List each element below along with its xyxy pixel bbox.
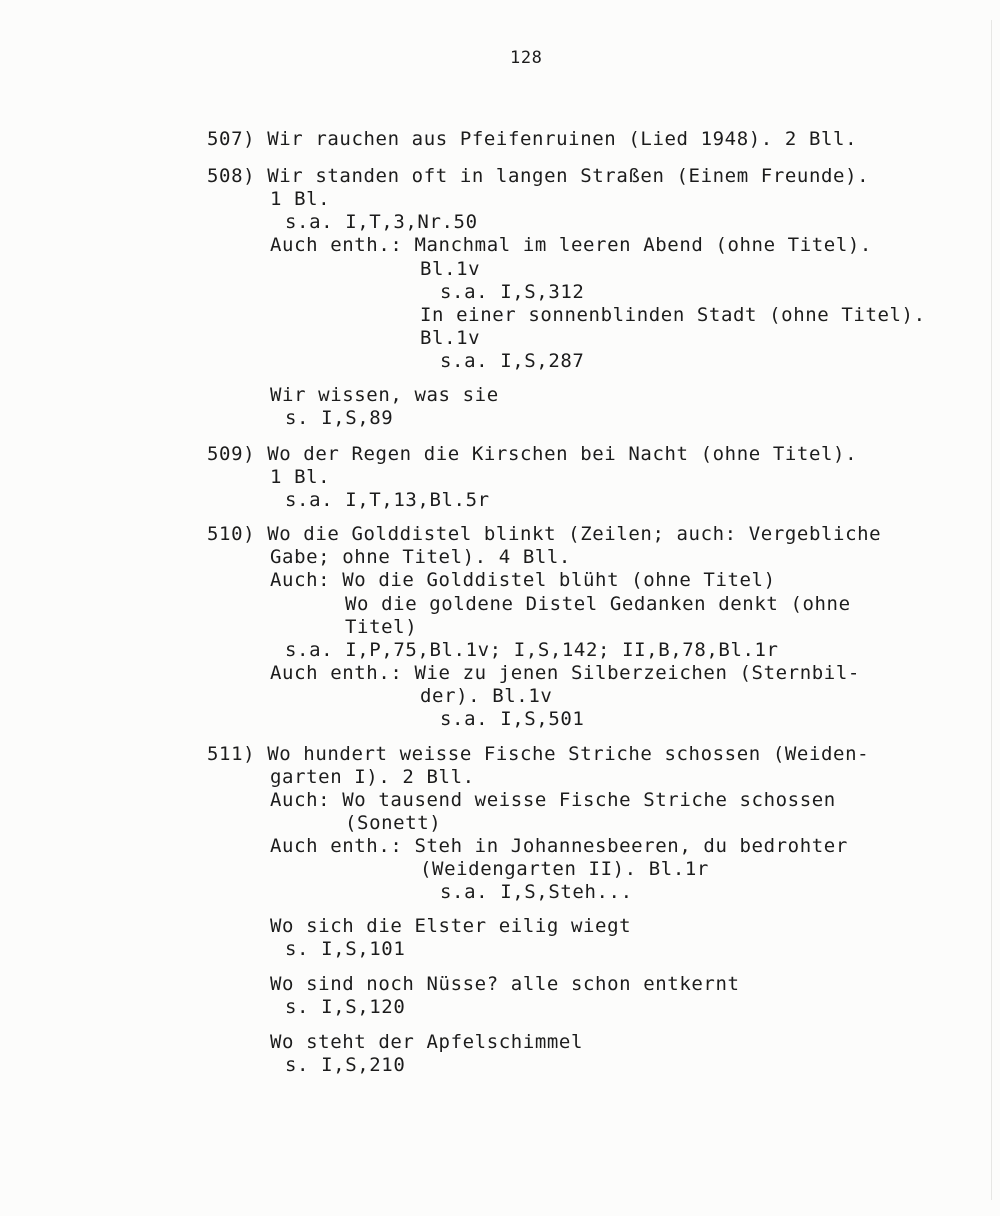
entry-511-line: s. I,S,210 xyxy=(285,1054,406,1076)
entry-508-line: Bl.1v xyxy=(420,258,481,280)
entry-511-line: Auch: Wo tausend weisse Fische Striche schossen xyxy=(270,789,836,811)
entry-511-line: (Sonett) xyxy=(345,812,442,834)
entry-511-line: Wo steht der Apfelschimmel xyxy=(270,1031,584,1053)
entry-510-line: s.a. I,P,75,Bl.1v; I,S,142; II,B,78,Bl.1r xyxy=(285,639,779,661)
entry-508-line: s.a. I,T,3,Nr.50 xyxy=(285,211,478,233)
entry-508-line: Bl.1v xyxy=(420,327,481,349)
entry-508-line: Wir wissen, was sie xyxy=(270,384,499,406)
entry-510-line: Auch: Wo die Golddistel blüht (ohne Titel) xyxy=(270,569,776,591)
entry-508-line: s.a. I,S,287 xyxy=(440,350,585,372)
entry-508-line: s. I,S,89 xyxy=(285,407,394,429)
entry-511-line: garten I). 2 Bll. xyxy=(270,766,475,788)
entry-507-line: 507) Wir rauchen aus Pfeifenruinen (Lied 1948). 2 Bll. xyxy=(207,128,858,150)
entry-511-line: s.a. I,S,Steh... xyxy=(440,881,633,903)
entry-511-line: s. I,S,101 xyxy=(285,938,406,960)
page-edge-line xyxy=(991,20,992,1200)
page-number: 128 xyxy=(510,48,543,68)
entry-508-line: Auch enth.: Manchmal im leeren Abend (ohne Titel). xyxy=(270,234,872,256)
entry-508-line: 508) Wir standen oft in langen Straßen (Einem Freunde). xyxy=(207,165,870,187)
entry-510-line: der). Bl.1v xyxy=(420,685,553,707)
entry-509-line: s.a. I,T,13,Bl.5r xyxy=(285,489,490,511)
entry-508-line: s.a. I,S,312 xyxy=(440,281,585,303)
entry-510-line: 510) Wo die Golddistel blinkt (Zeilen; auch: Vergebliche xyxy=(207,523,882,545)
entry-511-line: Auch enth.: Steh in Johannesbeeren, du bedrohter xyxy=(270,835,848,857)
entry-511-line: (Weidengarten II). Bl.1r xyxy=(420,858,709,880)
entry-510-line: Titel) xyxy=(345,616,418,638)
entry-510-line: Gabe; ohne Titel). 4 Bll. xyxy=(270,546,571,568)
entry-511-line: s. I,S,120 xyxy=(285,996,406,1018)
entry-511-line: Wo sich die Elster eilig wiegt xyxy=(270,915,632,937)
entry-511-line: 511) Wo hundert weisse Fische Striche schossen (Weiden- xyxy=(207,743,870,765)
entry-509-line: 509) Wo der Regen die Kirschen bei Nacht (ohne Titel). xyxy=(207,443,858,465)
entry-511-line: Wo sind noch Nüsse? alle schon entkernt xyxy=(270,973,740,995)
entry-509-line: 1 Bl. xyxy=(270,466,331,488)
entry-510-line: s.a. I,S,501 xyxy=(440,708,585,730)
entry-510-line: Wo die goldene Distel Gedanken denkt (ohne xyxy=(345,593,851,615)
entry-508-line: 1 Bl. xyxy=(270,188,331,210)
entry-508-line: In einer sonnenblinden Stadt (ohne Titel). xyxy=(420,304,926,326)
entry-510-line: Auch enth.: Wie zu jenen Silberzeichen (Sternbil- xyxy=(270,662,860,684)
